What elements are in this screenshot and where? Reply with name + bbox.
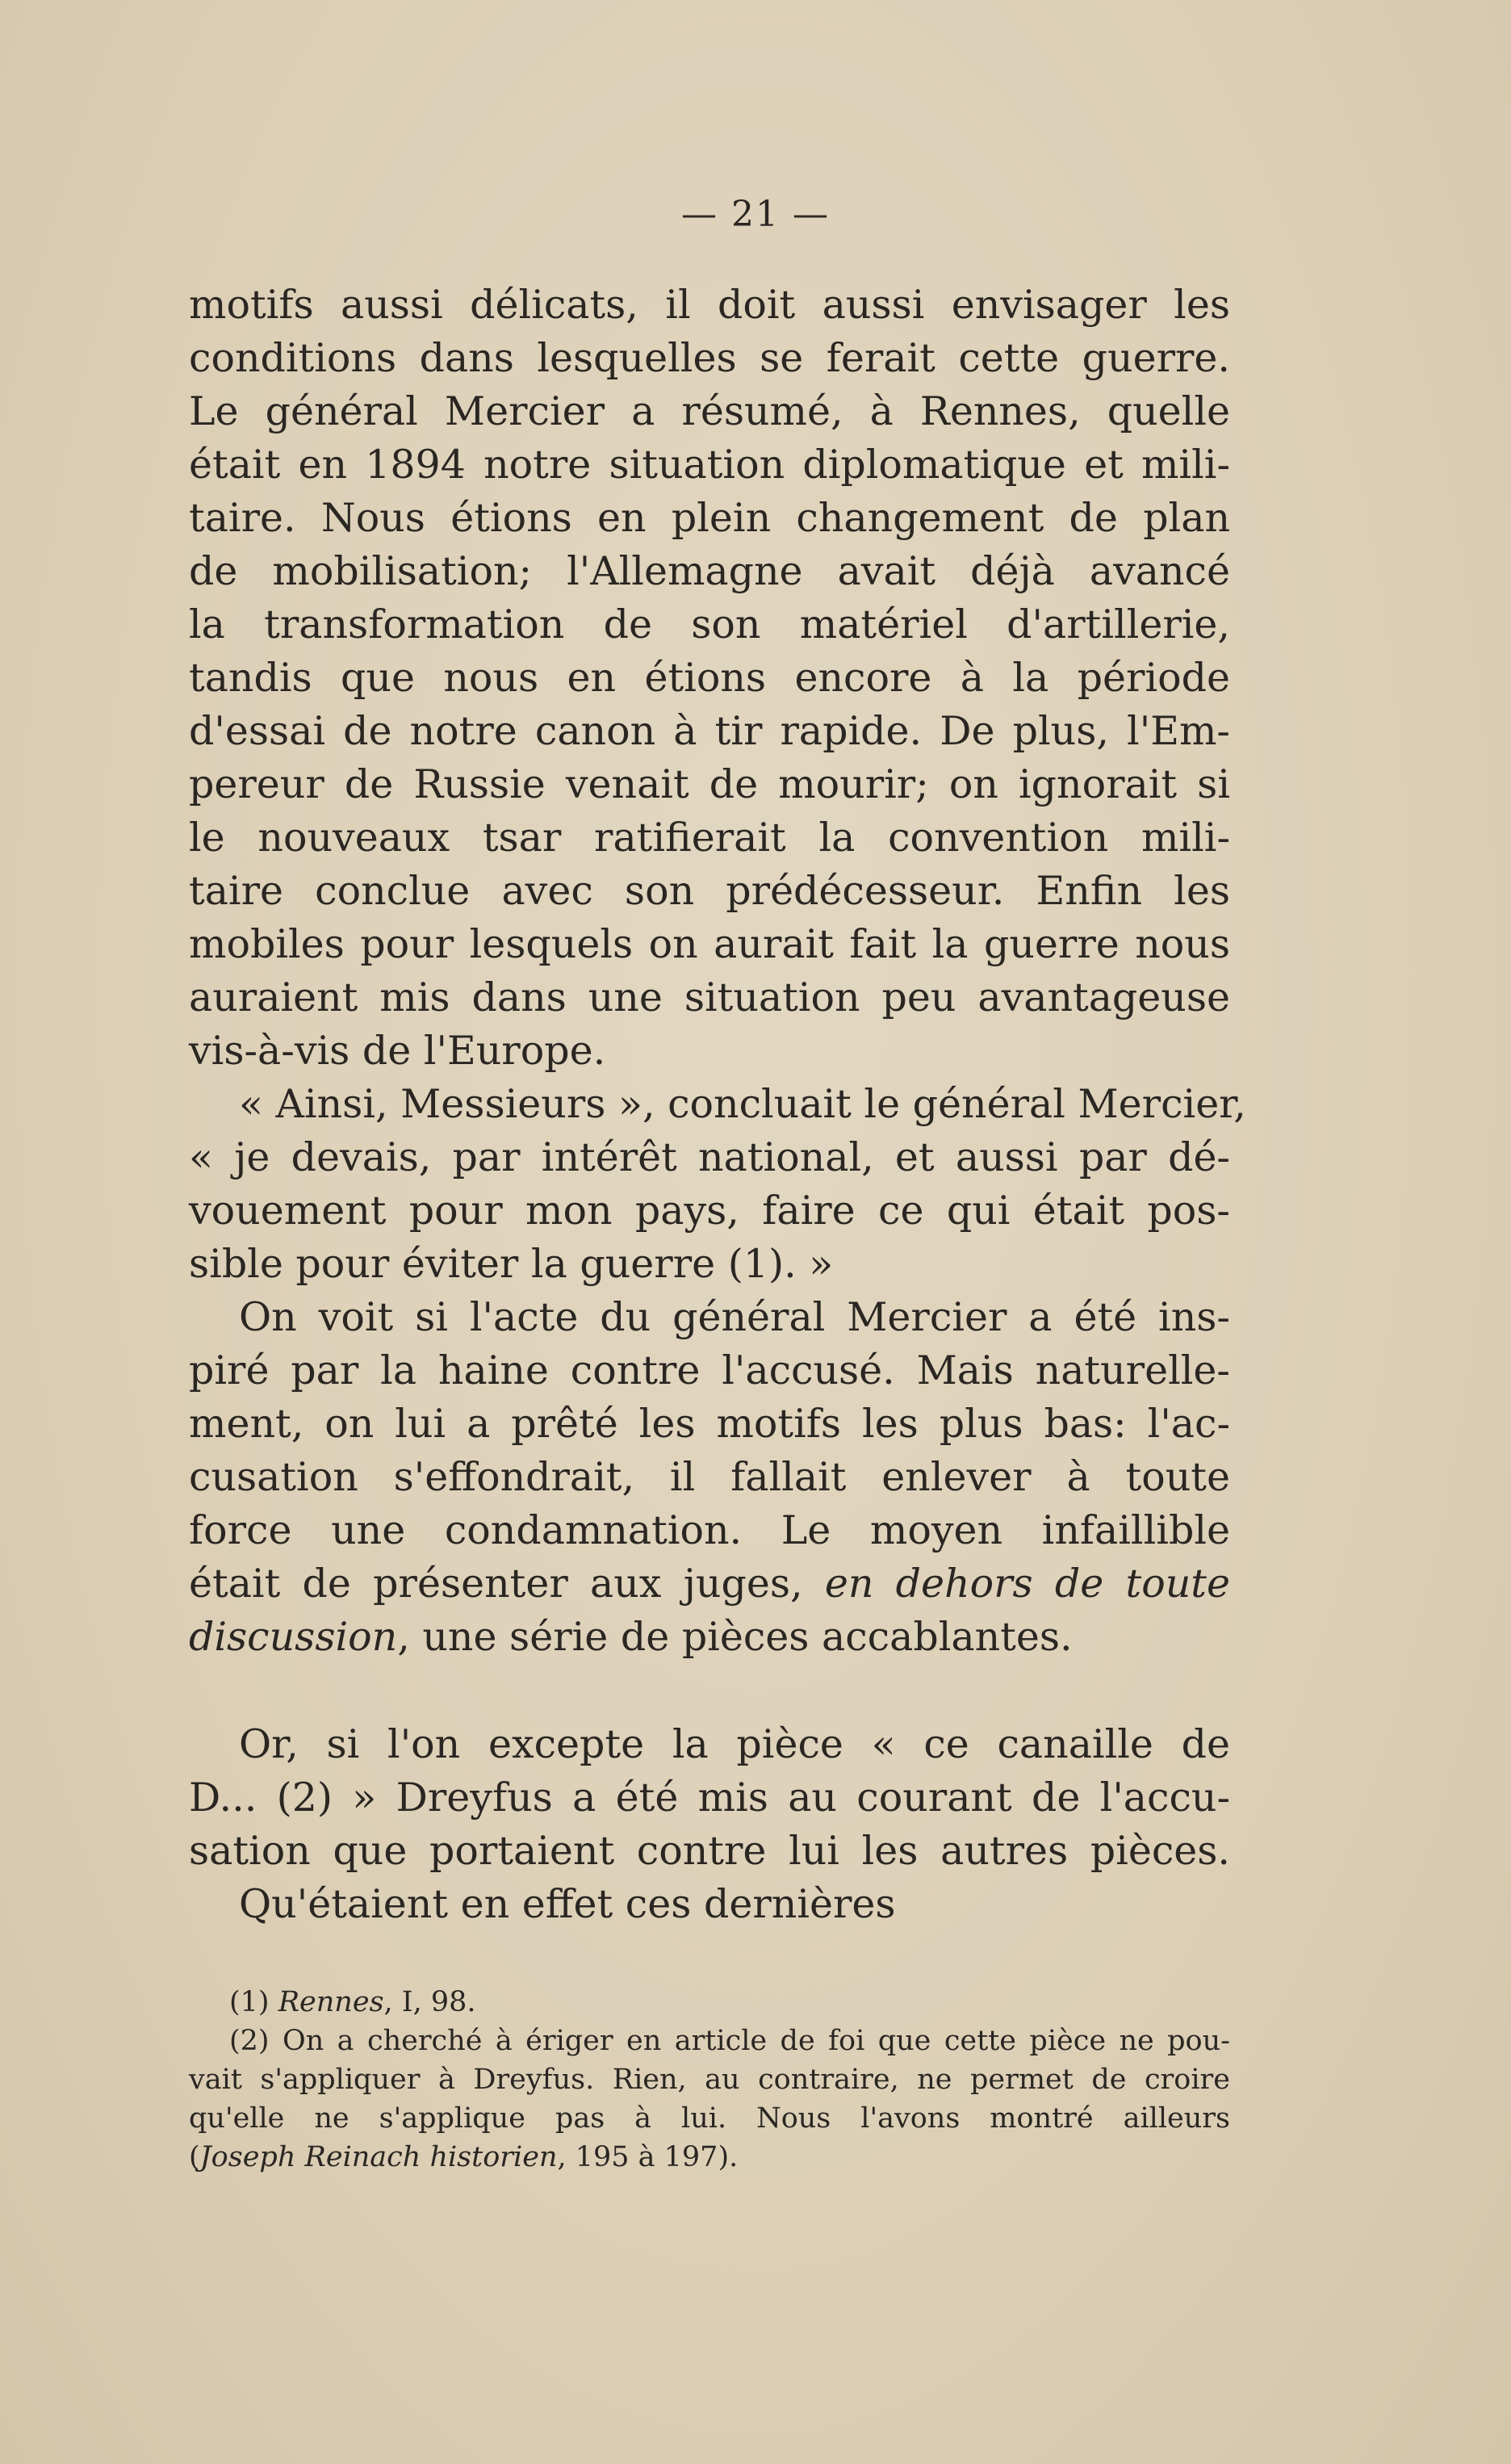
text-line: piré par la haine contre l'accusé. Mais naturelle- <box>189 1347 1230 1393</box>
italic-text-run: discussion <box>189 1614 398 1660</box>
text-line: vouement pour mon pays, faire ce qui était pos- <box>189 1188 1230 1234</box>
text-line: tandis que nous en étions encore à la période <box>189 655 1230 701</box>
text-run: (2) On a cherché à ériger en article de foi que cette pièce ne pou- <box>229 2025 1230 2057</box>
text-line: auraient mis dans une situation peu avantageuse <box>189 974 1230 1020</box>
text-line: d'essai de notre canon à tir rapide. De plus, l'Em- <box>189 708 1230 754</box>
text-line: Qu'étaient en effet ces dernières <box>239 1881 896 1927</box>
italic-text-run: Joseph Reinach historien <box>199 2141 558 2173</box>
italic-text-run: Rennes <box>278 1986 384 2018</box>
footnote-line <box>189 2138 1230 2177</box>
text-run: (1) <box>229 1986 278 2018</box>
text-line-mixed <box>189 1557 1230 1611</box>
text-line: était en 1894 notre situation diplomatique et mili- <box>189 442 1230 488</box>
text-run: ( <box>189 2141 200 2173</box>
text-run: , une série de pièces accablantes. <box>397 1614 1073 1660</box>
text-line: taire. Nous étions en plein changement de plan <box>189 495 1230 541</box>
footnote-line <box>189 2060 1230 2099</box>
text-line: Or, si l'on excepte la pièce « ce canaille de <box>239 1721 1230 1767</box>
page-number: — 21 — <box>681 194 830 235</box>
text-run: vait s'appliquer à Dreyfus. Rien, au contraire, ne permet de croire <box>189 2064 1230 2096</box>
text-line: taire conclue avec son prédécesseur. Enfin les <box>189 868 1230 914</box>
text-line: vis-à-vis de l'Europe. <box>189 1028 606 1074</box>
text-line: conditions dans lesquelles se ferait cette guerre. <box>189 335 1230 381</box>
footnote-line <box>189 2099 1230 2138</box>
main-paragraphs <box>189 279 1246 1664</box>
text-line: « je devais, par intérêt national, et aussi par dé- <box>189 1134 1230 1180</box>
footnote-line <box>189 2022 1230 2060</box>
text-run: était de présenter aux juges, <box>189 1561 825 1607</box>
text-line: la transformation de son matériel d'artillerie, <box>189 601 1230 647</box>
text-line: D... (2) » Dreyfus a été mis au courant de l'accu- <box>189 1775 1230 1821</box>
text-line: force une condamnation. Le moyen infaillible <box>189 1507 1230 1553</box>
text-line: Le général Mercier a résumé, à Rennes, quelle <box>189 388 1230 434</box>
text-line: pereur de Russie venait de mourir; on ignorait si <box>189 761 1230 807</box>
text-line: de mobilisation; l'Allemagne avait déjà avancé <box>189 548 1230 594</box>
italic-text-run: en dehors de toute <box>824 1561 1230 1607</box>
second-paragraphs <box>189 1718 1230 1931</box>
text-line: mobiles pour lesquels on aurait fait la guerre nous <box>189 921 1230 967</box>
footnotes <box>189 1983 1230 2177</box>
footnote-line <box>189 1983 1230 2022</box>
text-line: sation que portaient contre lui les autres pièces. <box>189 1828 1230 1874</box>
text-line: motifs aussi délicats, il doit aussi envisager les <box>189 282 1230 328</box>
text-run: , I, 98. <box>383 1986 476 2018</box>
text-line: cusation s'effondrait, il fallait enlever à toute <box>189 1454 1230 1500</box>
text-line: On voit si l'acte du général Mercier a été ins- <box>239 1294 1230 1340</box>
text-run: qu'elle ne s'applique pas à lui. Nous l'avons montré ailleurs <box>189 2102 1230 2135</box>
text-line-mixed <box>189 1611 1230 1664</box>
text-line: sible pour éviter la guerre (1). » <box>189 1241 834 1287</box>
text-line: le nouveaux tsar ratifierait la convention mili- <box>189 815 1230 861</box>
text-line: « Ainsi, Messieurs », concluait le général Mercier, <box>239 1081 1246 1127</box>
text-run: , 195 à 197). <box>557 2141 739 2173</box>
text-line: ment, on lui a prêté les motifs les plus bas: l'ac- <box>189 1401 1230 1447</box>
